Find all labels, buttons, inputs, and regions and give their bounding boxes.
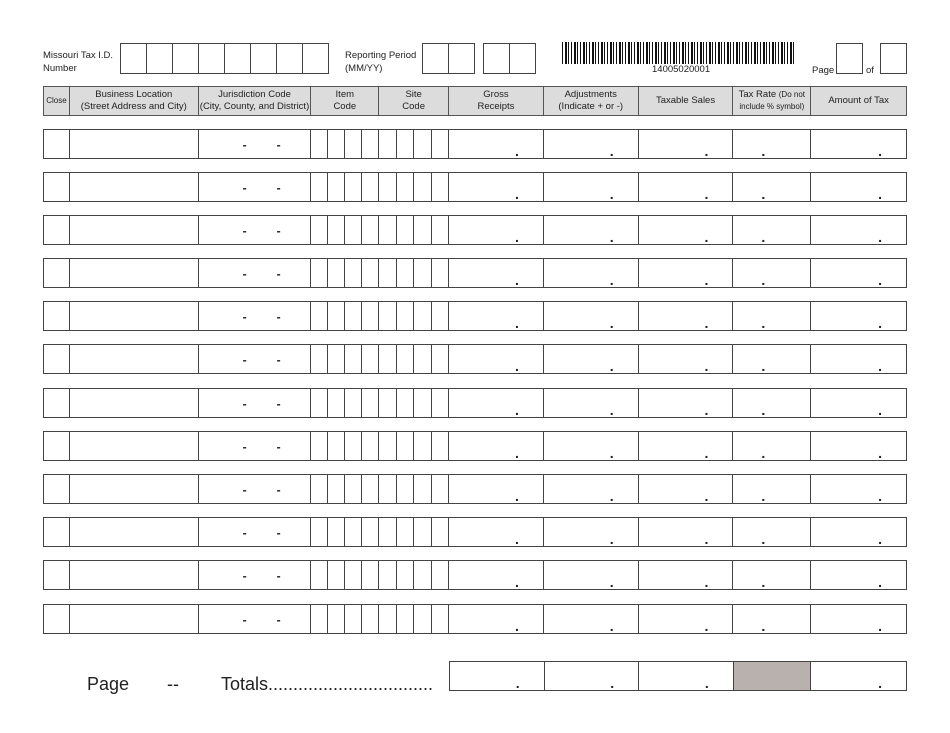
amount-of-tax-input[interactable]: . (878, 488, 882, 504)
tax-rate-input[interactable]: . (733, 345, 811, 373)
site-code-input[interactable] (379, 345, 449, 373)
of-label: of (866, 65, 874, 76)
col-jurisdiction: Jurisdiction Code (City, County, and District) (199, 87, 312, 115)
col-gross-receipts: Gross Receipts (449, 87, 544, 115)
jurisdiction-code-input[interactable]: - - (199, 259, 312, 287)
totals-label: Totals................................. (221, 674, 434, 694)
gross-receipts-input[interactable]: . (449, 389, 544, 417)
adjustments-input[interactable]: . (544, 259, 639, 287)
reporting-period-label: Reporting Period (MM/YY) (345, 50, 417, 74)
amount-of-tax-input[interactable]: . (878, 358, 882, 374)
business-location-input[interactable] (70, 432, 199, 460)
col-taxable-sales: Taxable Sales (639, 87, 734, 115)
barcode (562, 42, 796, 64)
amount-of-tax-input[interactable]: . (878, 574, 882, 590)
item-code-input[interactable] (311, 605, 379, 633)
close-checkbox[interactable] (44, 475, 70, 503)
close-checkbox[interactable] (44, 389, 70, 417)
gross-receipts-input[interactable]: . (449, 302, 544, 330)
total-taxable-sales[interactable]: . (639, 662, 734, 690)
adjustments-input[interactable]: . (544, 130, 639, 158)
site-code-input[interactable] (379, 561, 449, 589)
taxable-sales-input[interactable]: . (639, 432, 734, 460)
page-number-input[interactable] (836, 43, 863, 74)
close-checkbox[interactable] (44, 173, 70, 201)
taxable-sales-input[interactable]: . (639, 216, 734, 244)
page-label: Page (812, 65, 835, 76)
tax-rate-input[interactable]: . (733, 389, 811, 417)
gross-receipts-input[interactable]: . (449, 173, 544, 201)
item-code-input[interactable] (311, 345, 379, 373)
item-code-input[interactable] (311, 302, 379, 330)
barcode-number: 14005020001 (652, 64, 711, 75)
gross-receipts-input[interactable]: . (449, 130, 544, 158)
jurisdiction-code-input[interactable]: - - (199, 173, 312, 201)
table-row (43, 560, 907, 590)
total-adjustments[interactable]: . (545, 662, 640, 690)
taxable-sales-input[interactable]: . (639, 561, 734, 589)
tax-rate-input[interactable]: . (733, 518, 811, 546)
jurisdiction-code-input[interactable]: - - (199, 302, 312, 330)
item-code-input[interactable] (311, 130, 379, 158)
item-code-input[interactable] (311, 432, 379, 460)
site-code-input[interactable] (379, 475, 449, 503)
tax-rate-input[interactable]: . (733, 259, 811, 287)
footer-separator: -- (167, 674, 179, 694)
taxable-sales-input[interactable]: . (639, 389, 734, 417)
adjustments-input[interactable]: . (544, 561, 639, 589)
tax-id-label: Missouri Tax I.D. Number (43, 50, 114, 74)
jurisdiction-code-input[interactable]: - - (199, 130, 312, 158)
col-site-code: Site Code (379, 87, 449, 115)
business-location-input[interactable] (70, 259, 199, 287)
gross-receipts-input[interactable]: . (449, 216, 544, 244)
gross-receipts-input[interactable]: . (449, 475, 544, 503)
business-location-input[interactable] (70, 605, 199, 633)
adjustments-input[interactable]: . (544, 345, 639, 373)
tax-rate-input[interactable]: . (733, 216, 811, 244)
close-checkbox[interactable] (44, 605, 70, 633)
taxable-sales-input[interactable]: . (639, 130, 734, 158)
table-row (43, 344, 907, 374)
table-row (43, 388, 907, 418)
site-code-input[interactable] (379, 302, 449, 330)
business-location-input[interactable] (70, 561, 199, 589)
taxable-sales-input[interactable]: . (639, 302, 734, 330)
column-header (43, 86, 907, 116)
site-code-input[interactable] (379, 216, 449, 244)
taxable-sales-input[interactable]: . (639, 259, 734, 287)
business-location-input[interactable] (70, 216, 199, 244)
jurisdiction-code-input[interactable]: - - (199, 389, 312, 417)
amount-of-tax-input[interactable]: . (878, 445, 882, 461)
site-code-input[interactable] (379, 432, 449, 460)
adjustments-input[interactable]: . (544, 518, 639, 546)
site-code-input[interactable] (379, 173, 449, 201)
jurisdiction-code-input[interactable]: - - (199, 345, 312, 373)
gross-receipts-input[interactable]: . (449, 605, 544, 633)
adjustments-input[interactable]: . (544, 605, 639, 633)
table-row (43, 129, 907, 159)
taxable-sales-input[interactable]: . (639, 605, 734, 633)
col-adjustments: Adjustments (Indicate + or -) (544, 87, 639, 115)
site-code-input[interactable] (379, 130, 449, 158)
taxable-sales-input[interactable]: . (639, 173, 734, 201)
total-gross-receipts[interactable]: . (450, 662, 545, 690)
item-code-input[interactable] (311, 561, 379, 589)
business-location-input[interactable] (70, 130, 199, 158)
jurisdiction-code-input[interactable]: - - (199, 432, 312, 460)
site-code-input[interactable] (379, 259, 449, 287)
amount-of-tax-input[interactable]: . (878, 186, 882, 202)
close-checkbox[interactable] (44, 216, 70, 244)
jurisdiction-code-input[interactable]: - - (199, 561, 312, 589)
item-code-input[interactable] (311, 173, 379, 201)
close-checkbox[interactable] (44, 561, 70, 589)
table-row (43, 474, 907, 504)
item-code-input[interactable] (311, 216, 379, 244)
totals-row (449, 661, 907, 691)
business-location-input[interactable] (70, 173, 199, 201)
tax-rate-input[interactable]: . (733, 302, 811, 330)
total-tax-rate-shaded (734, 662, 812, 690)
amount-of-tax-input[interactable]: . (878, 402, 882, 418)
jurisdiction-code-input[interactable]: - - (199, 216, 312, 244)
adjustments-input[interactable]: . (544, 216, 639, 244)
item-code-input[interactable] (311, 389, 379, 417)
tax-rate-input[interactable]: . (733, 130, 811, 158)
table-row (43, 604, 907, 634)
adjustments-input[interactable]: . (544, 302, 639, 330)
adjustments-input[interactable]: . (544, 389, 639, 417)
adjustments-input[interactable]: . (544, 475, 639, 503)
tax-id-input[interactable] (120, 43, 329, 74)
business-location-input[interactable] (70, 302, 199, 330)
gross-receipts-input[interactable]: . (449, 518, 544, 546)
site-code-input[interactable] (379, 389, 449, 417)
close-checkbox[interactable] (44, 130, 70, 158)
amount-of-tax-input[interactable]: . (878, 272, 882, 288)
adjustments-input[interactable]: . (544, 432, 639, 460)
adjustments-input[interactable]: . (544, 173, 639, 201)
taxable-sales-input[interactable]: . (639, 475, 734, 503)
footer-page-word: Page (87, 674, 130, 694)
col-tax-rate: Tax Rate (Do not include % symbol) (733, 87, 811, 115)
gross-receipts-input[interactable]: . (449, 345, 544, 373)
business-location-input[interactable] (70, 475, 199, 503)
close-checkbox[interactable] (44, 302, 70, 330)
amount-of-tax-input[interactable]: . (878, 315, 882, 331)
close-checkbox[interactable] (44, 345, 70, 373)
table-row (43, 301, 907, 331)
jurisdiction-code-input[interactable]: - - (199, 605, 312, 633)
tax-rate-input[interactable]: . (733, 605, 811, 633)
amount-of-tax-input[interactable]: . (878, 143, 882, 159)
table-row (43, 258, 907, 288)
col-amount-of-tax: Amount of Tax (828, 95, 889, 106)
table-row (43, 431, 907, 461)
item-code-input[interactable] (311, 259, 379, 287)
site-code-input[interactable] (379, 518, 449, 546)
business-location-input[interactable] (70, 345, 199, 373)
table-row (43, 517, 907, 547)
gross-receipts-input[interactable]: . (449, 432, 544, 460)
jurisdiction-code-input[interactable]: - - (199, 518, 312, 546)
table-row (43, 172, 907, 202)
col-item-code: Item Code (311, 87, 379, 115)
gross-receipts-input[interactable]: . (449, 561, 544, 589)
business-location-input[interactable] (70, 518, 199, 546)
tax-rate-input[interactable]: . (733, 432, 811, 460)
item-code-input[interactable] (311, 518, 379, 546)
taxable-sales-input[interactable]: . (639, 345, 734, 373)
total-amount-of-tax[interactable]: . (878, 675, 882, 691)
jurisdiction-code-input[interactable]: - - (199, 475, 312, 503)
col-close: Close (44, 87, 70, 115)
close-checkbox[interactable] (44, 432, 70, 460)
tax-rate-input[interactable]: . (733, 173, 811, 201)
amount-of-tax-input[interactable]: . (878, 531, 882, 547)
table-row (43, 215, 907, 245)
item-code-input[interactable] (311, 475, 379, 503)
site-code-input[interactable] (379, 605, 449, 633)
tax-rate-input[interactable]: . (733, 561, 811, 589)
reporting-year-input[interactable] (483, 43, 536, 74)
close-checkbox[interactable] (44, 259, 70, 287)
reporting-month-input[interactable] (422, 43, 475, 74)
close-checkbox[interactable] (44, 518, 70, 546)
gross-receipts-input[interactable]: . (449, 259, 544, 287)
col-business-location: Business Location (Street Address and City) (70, 87, 199, 115)
tax-rate-input[interactable]: . (733, 475, 811, 503)
business-location-input[interactable] (70, 389, 199, 417)
page-total-input[interactable] (880, 43, 907, 74)
taxable-sales-input[interactable]: . (639, 518, 734, 546)
amount-of-tax-input[interactable]: . (878, 229, 882, 245)
amount-of-tax-input[interactable]: . (878, 618, 882, 634)
